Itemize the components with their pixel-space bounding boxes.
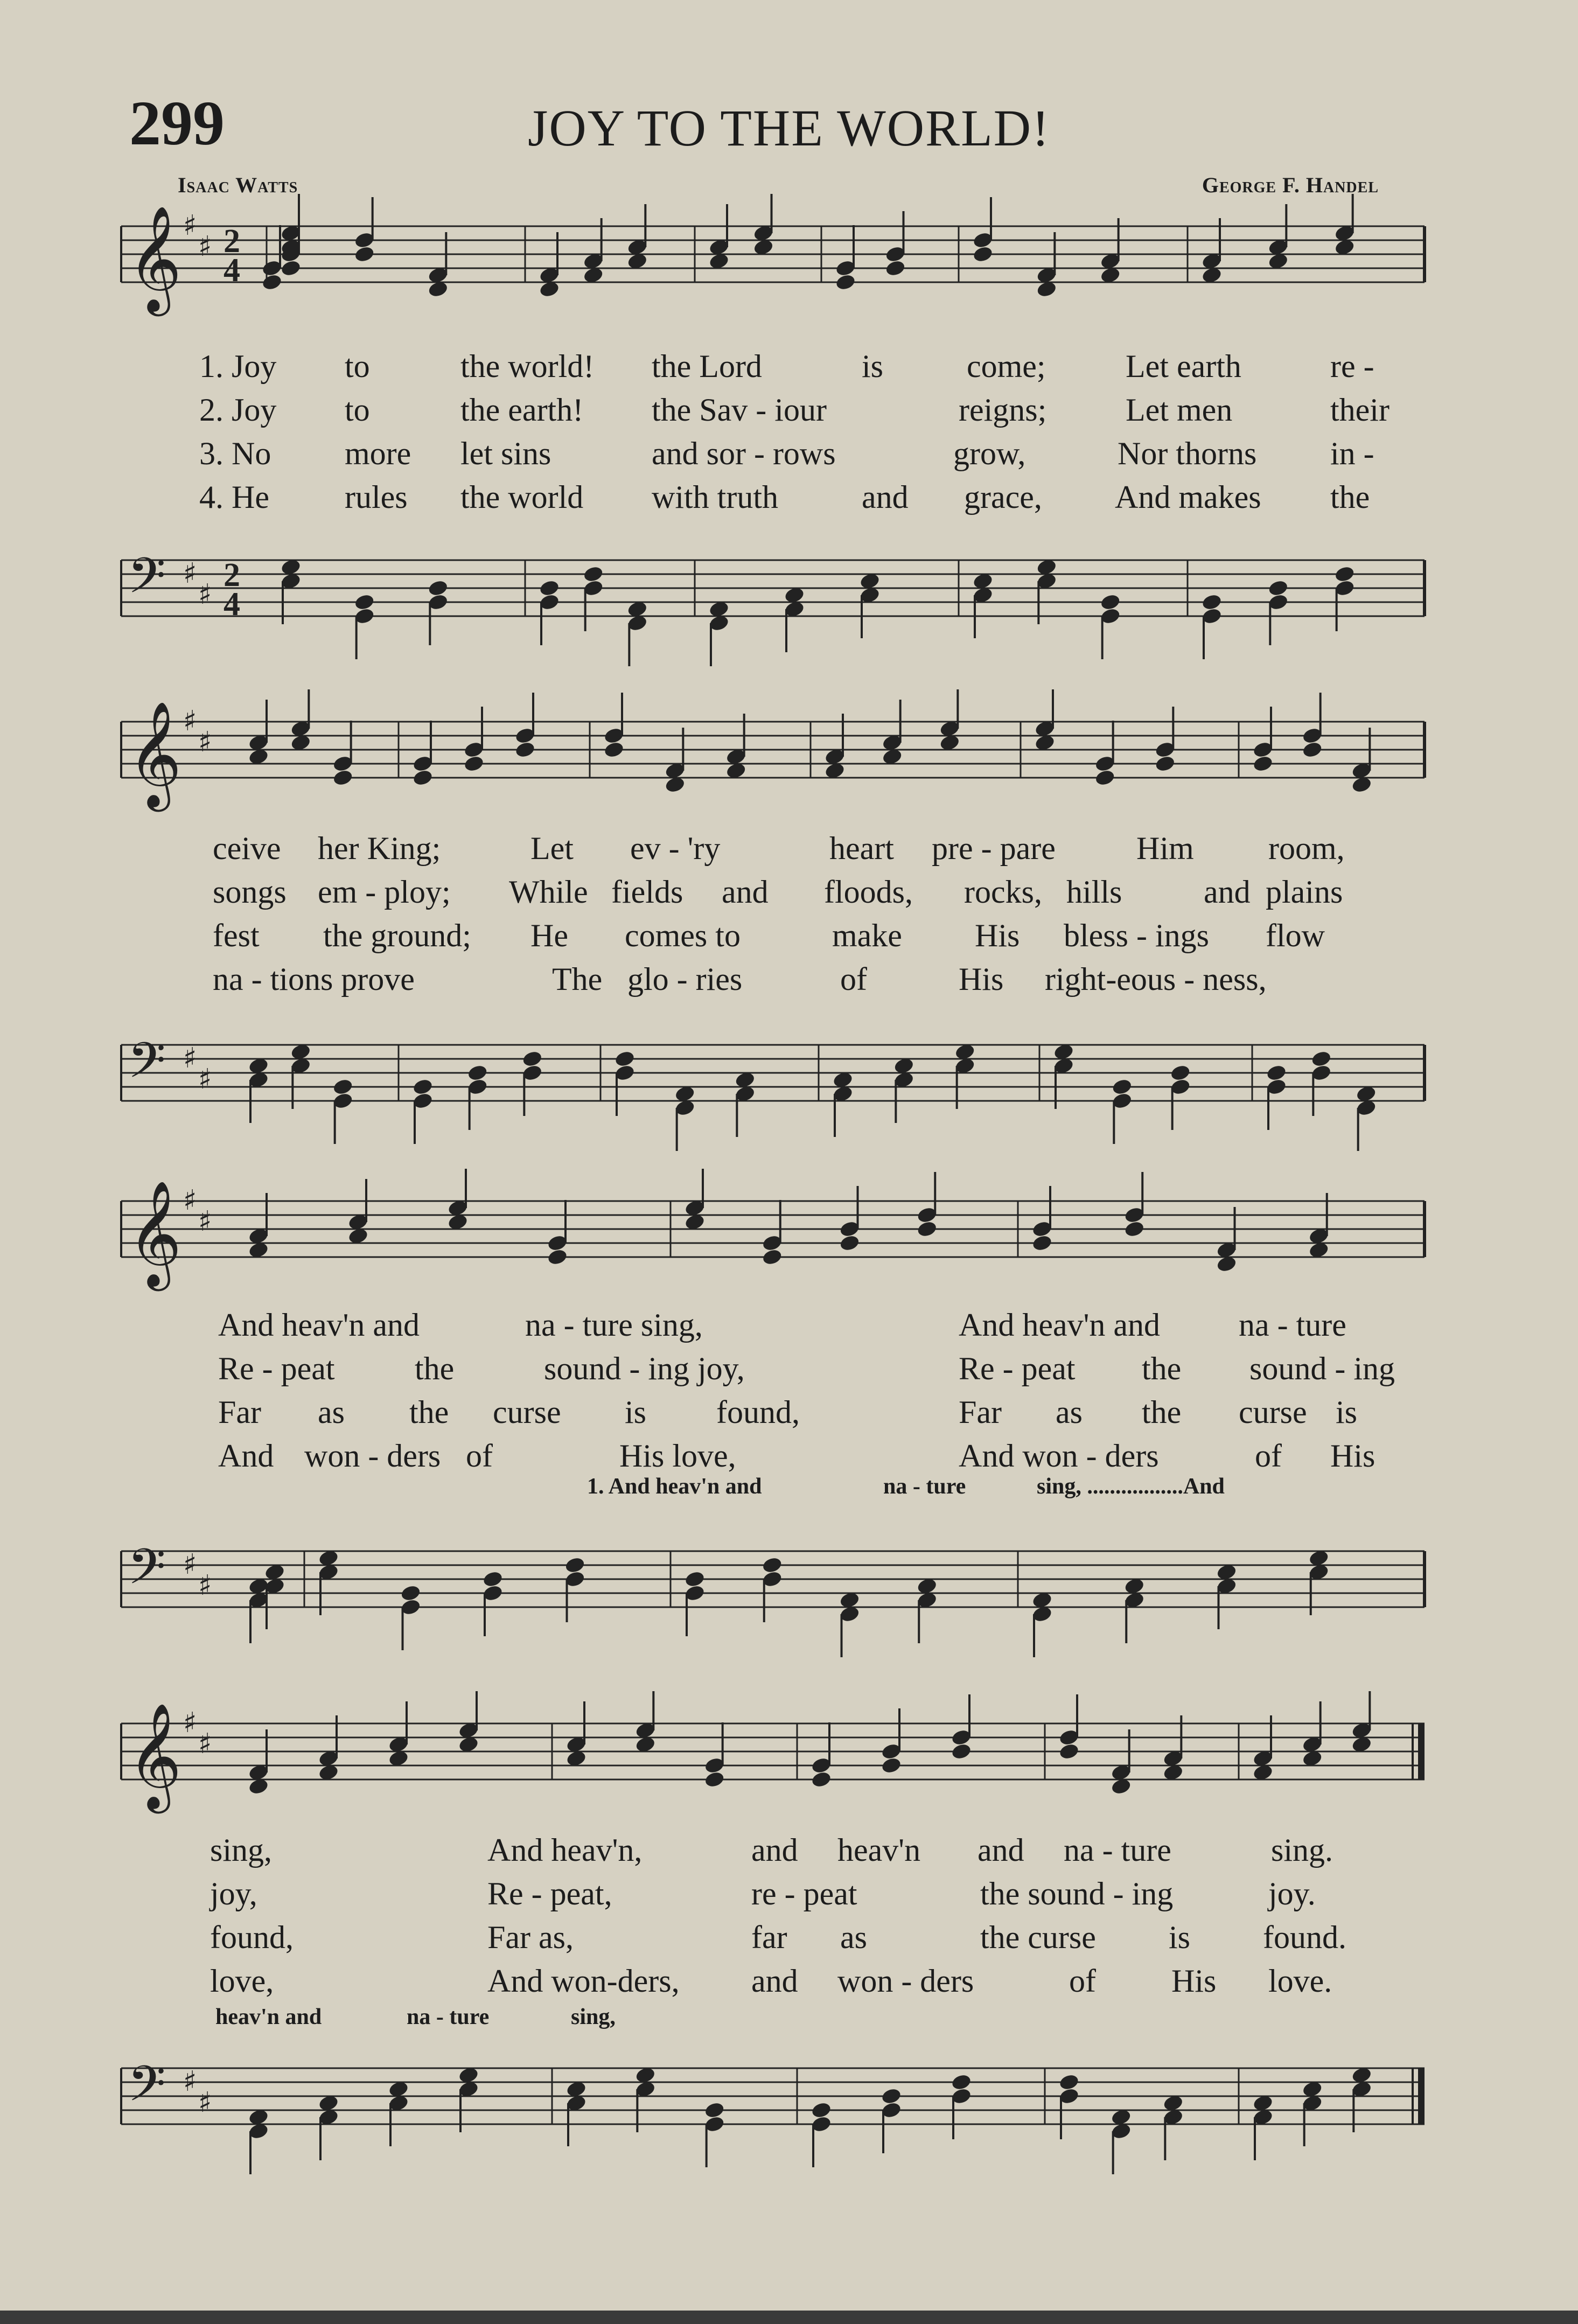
bass-staff-3 bbox=[0, 1519, 1578, 1659]
lyric-syllable: won - ders bbox=[837, 1963, 974, 1999]
lyric-syllable: far bbox=[751, 1920, 787, 1955]
lyric-verse-4 bbox=[0, 1959, 1578, 2002]
lyric-syllable: the Lord bbox=[652, 348, 762, 384]
hymn-header bbox=[0, 0, 1578, 205]
note-head bbox=[280, 259, 302, 277]
alt-lyric-syllable: na - ture bbox=[883, 1474, 966, 1499]
lyric-syllable: He bbox=[530, 918, 568, 953]
lyric-syllable: And makes bbox=[1115, 479, 1261, 515]
lyric-syllable: And heav'n and bbox=[959, 1307, 1161, 1343]
key-sharp-icon: ♯ bbox=[198, 726, 212, 758]
lyric-syllable: reigns; bbox=[959, 392, 1047, 428]
alt-lyric-syllable: sing, .................And bbox=[1037, 1474, 1225, 1499]
note-head bbox=[1302, 741, 1323, 759]
note-head bbox=[811, 1770, 832, 1789]
lyric-syllable: His bbox=[975, 918, 1020, 953]
note-head bbox=[1310, 1050, 1332, 1068]
lyric-syllable: and bbox=[751, 1963, 798, 1999]
treble-staff-3 bbox=[0, 1169, 1578, 1309]
lyric-syllable: is bbox=[625, 1394, 647, 1430]
lyric-verse-1 bbox=[0, 345, 1578, 388]
lyric-verse-1 bbox=[0, 1303, 1578, 1346]
lyric-verse-4 bbox=[0, 1434, 1578, 1477]
lyric-syllable: curse bbox=[1239, 1394, 1307, 1430]
lyric-syllable: the Sav - iour bbox=[652, 392, 827, 428]
note-head bbox=[1094, 769, 1116, 787]
lyric-syllable: found. bbox=[1263, 1920, 1346, 1955]
lyric-syllable: come; bbox=[967, 348, 1046, 384]
lyric-syllable: glo - ries bbox=[627, 961, 743, 997]
final-barline-thick bbox=[1418, 2068, 1425, 2124]
lyric-syllable: the world! bbox=[460, 348, 595, 384]
lyric-syllable: hills bbox=[1066, 874, 1122, 910]
hymn-title: JOY TO THE WORLD! bbox=[528, 99, 1050, 157]
lyric-syllable: Re - peat bbox=[218, 1351, 335, 1386]
lyric-syllable: Far bbox=[959, 1394, 1002, 1430]
lyric-syllable: fest bbox=[213, 918, 260, 953]
lyric-verse-2 bbox=[0, 388, 1578, 431]
lyric-syllable: 2. Joy bbox=[199, 392, 277, 428]
bass-staff-4 bbox=[0, 2036, 1578, 2176]
key-sharp-icon: ♯ bbox=[183, 2065, 197, 2098]
lyric-syllable: Nor thorns bbox=[1118, 436, 1257, 471]
hymn-number: 299 bbox=[129, 88, 225, 158]
note-head bbox=[762, 1556, 783, 1574]
note-head bbox=[916, 1220, 938, 1238]
lyric-verse-1 bbox=[0, 827, 1578, 870]
lyric-syllable: Re - peat, bbox=[487, 1876, 612, 1911]
lyric-syllable: the bbox=[1142, 1394, 1182, 1430]
lyric-syllable: flow bbox=[1266, 918, 1325, 953]
alternate-bass-lyric-4 bbox=[0, 2004, 1578, 2030]
alt-lyric-syllable: 1. And heav'n and bbox=[587, 1474, 762, 1499]
note-head bbox=[614, 1050, 636, 1068]
lyric-syllable: comes to bbox=[625, 918, 741, 953]
lyric-syllable: sound - ing joy, bbox=[544, 1351, 745, 1386]
time-signature-bottom: 4 bbox=[224, 252, 240, 289]
lyric-syllable: the curse bbox=[980, 1920, 1096, 1955]
bass-clef-icon: 𝄢 bbox=[128, 547, 166, 616]
final-barline-thick bbox=[1418, 1723, 1425, 1779]
lyric-syllable: with truth bbox=[652, 479, 778, 515]
lyric-syllable: na - ture bbox=[1239, 1307, 1346, 1343]
note-head bbox=[354, 245, 375, 263]
lyric-syllable: more bbox=[345, 436, 411, 471]
lyric-verse-4 bbox=[0, 958, 1578, 1001]
treble-staff-2 bbox=[0, 689, 1578, 829]
note-head bbox=[354, 593, 375, 611]
note-head bbox=[1170, 1064, 1191, 1082]
note-head bbox=[1201, 593, 1223, 611]
lyric-syllable: His bbox=[959, 961, 1004, 997]
note-head bbox=[704, 2101, 725, 2119]
alt-lyric-syllable: sing, bbox=[571, 2005, 616, 2029]
bass-clef-icon: 𝄢 bbox=[128, 1538, 166, 1607]
key-sharp-icon: ♯ bbox=[183, 210, 197, 242]
lyric-syllable: of bbox=[1069, 1963, 1096, 1999]
lyric-syllable: fields bbox=[611, 874, 683, 910]
lyric-syllable: as bbox=[840, 1920, 867, 1955]
composer-credit: George F. Handel bbox=[1202, 173, 1379, 197]
lyric-syllable: His love, bbox=[619, 1438, 736, 1474]
lyric-syllable: ev - 'ry bbox=[630, 831, 721, 866]
lyric-syllable: as bbox=[318, 1394, 345, 1430]
key-sharp-icon: ♯ bbox=[198, 1205, 212, 1238]
lyric-syllable: re - peat bbox=[751, 1876, 857, 1911]
note-head bbox=[427, 579, 449, 597]
lyric-verse-3 bbox=[0, 1916, 1578, 1959]
lyric-syllable: pre - pare bbox=[932, 831, 1056, 866]
lyric-syllable: and bbox=[1204, 874, 1251, 910]
note-head bbox=[951, 2073, 972, 2091]
lyric-syllable: the bbox=[415, 1351, 455, 1386]
key-sharp-icon: ♯ bbox=[198, 231, 212, 263]
lyric-syllable: and bbox=[751, 1832, 798, 1868]
lyric-syllable: sing, bbox=[210, 1832, 273, 1868]
note-head bbox=[1252, 755, 1274, 773]
lyric-syllable: the bbox=[409, 1394, 449, 1430]
note-head bbox=[1100, 593, 1121, 611]
note-head bbox=[539, 579, 560, 597]
lyric-syllable: let sins bbox=[460, 436, 551, 471]
lyric-syllable: And won-ders, bbox=[487, 1963, 680, 1999]
lyric-syllable: heart bbox=[829, 831, 894, 866]
key-sharp-icon: ♯ bbox=[198, 1569, 212, 1602]
lyric-syllable: songs bbox=[213, 874, 287, 910]
note-head bbox=[463, 755, 485, 773]
note-head bbox=[412, 769, 434, 787]
lyric-syllable: And heav'n and bbox=[218, 1307, 420, 1343]
lyric-verse-2 bbox=[0, 1347, 1578, 1390]
note-head bbox=[881, 1756, 902, 1775]
time-signature-top: 2 bbox=[224, 223, 240, 260]
lyric-syllable: rocks, bbox=[964, 874, 1042, 910]
lyric-syllable: 1. Joy bbox=[199, 348, 277, 384]
note-head bbox=[811, 2101, 832, 2119]
lyric-syllable: found, bbox=[210, 1920, 294, 1955]
note-head bbox=[332, 1078, 354, 1096]
key-sharp-icon: ♯ bbox=[198, 2086, 212, 2119]
lyric-verse-2 bbox=[0, 1872, 1578, 1915]
time-signature-bottom: 4 bbox=[224, 586, 240, 623]
lyric-syllable: rules bbox=[345, 479, 408, 515]
lyric-verse-2 bbox=[0, 870, 1578, 913]
lyric-syllable: bless - ings bbox=[1064, 918, 1209, 953]
note-head bbox=[521, 1050, 543, 1068]
note-head bbox=[684, 1570, 706, 1588]
lyric-syllable: re - bbox=[1330, 348, 1374, 384]
lyric-syllable: His bbox=[1171, 1963, 1217, 1999]
lyric-syllable: the bbox=[1330, 479, 1370, 515]
key-sharp-icon: ♯ bbox=[198, 1063, 212, 1095]
lyric-syllable: love, bbox=[210, 1963, 274, 1999]
note-head bbox=[884, 259, 906, 277]
note-head bbox=[972, 245, 994, 263]
note-head bbox=[1058, 1742, 1080, 1761]
lyric-syllable: Let bbox=[530, 831, 574, 866]
lyric-syllable: Far as, bbox=[487, 1920, 574, 1955]
key-sharp-icon: ♯ bbox=[198, 1728, 212, 1760]
lyric-syllable: room, bbox=[1268, 831, 1345, 866]
bass-staff-1 bbox=[0, 528, 1578, 668]
lyric-verse-3 bbox=[0, 432, 1578, 475]
bass-clef-icon: 𝄢 bbox=[128, 1032, 166, 1101]
lyric-syllable: heav'n bbox=[837, 1832, 921, 1868]
page-edge-shadow bbox=[0, 2311, 1578, 2324]
note-head bbox=[1058, 2073, 1080, 2091]
alternate-bass-lyric-3 bbox=[0, 1473, 1578, 1500]
note-head bbox=[467, 1064, 488, 1082]
lyric-syllable: to bbox=[345, 348, 370, 384]
lyric-syllable: is bbox=[1336, 1394, 1358, 1430]
lyric-syllable: While bbox=[509, 874, 588, 910]
lyric-syllable: of bbox=[840, 961, 867, 997]
lyric-syllable: And bbox=[218, 1438, 274, 1474]
note-head bbox=[835, 273, 856, 291]
note-head bbox=[1123, 1220, 1145, 1238]
note-head bbox=[1031, 1234, 1053, 1252]
lyric-syllable: Him bbox=[1136, 831, 1194, 866]
lyric-syllable: and bbox=[722, 874, 769, 910]
bass-clef-icon: 𝄢 bbox=[128, 2055, 166, 2124]
note-head bbox=[762, 1248, 783, 1266]
lyric-syllable: of bbox=[1255, 1438, 1282, 1474]
lyric-syllable: sound - ing bbox=[1249, 1351, 1395, 1386]
lyric-syllable: love. bbox=[1268, 1963, 1332, 1999]
lyric-syllable: to bbox=[345, 392, 370, 428]
note-head bbox=[1334, 565, 1356, 583]
treble-clef-icon: 𝄞 bbox=[128, 1180, 182, 1287]
lyric-syllable: won - ders bbox=[304, 1438, 441, 1474]
lyric-syllable: His bbox=[1330, 1438, 1375, 1474]
lyric-syllable: the earth! bbox=[460, 392, 584, 428]
treble-staff-1 bbox=[0, 194, 1578, 334]
note-head bbox=[583, 565, 604, 583]
treble-clef-icon: 𝄞 bbox=[128, 701, 182, 807]
note-head bbox=[704, 1770, 725, 1789]
lyric-syllable: sing. bbox=[1271, 1832, 1333, 1868]
lyric-syllable: And won - ders bbox=[959, 1438, 1159, 1474]
lyric-syllable: joy. bbox=[1268, 1876, 1316, 1911]
lyric-syllable: em - ploy; bbox=[318, 874, 451, 910]
lyric-syllable: Let earth bbox=[1126, 348, 1241, 384]
lyric-syllable: ceive bbox=[213, 831, 281, 866]
lyric-syllable: found, bbox=[716, 1394, 800, 1430]
alt-lyric-syllable: heav'n and bbox=[215, 2005, 322, 2029]
lyric-verse-1 bbox=[0, 1829, 1578, 1872]
note-head bbox=[1154, 755, 1176, 773]
key-sharp-icon: ♯ bbox=[183, 1042, 197, 1074]
lyric-syllable: floods, bbox=[824, 874, 913, 910]
lyric-syllable: her King; bbox=[318, 831, 441, 866]
note-head bbox=[412, 1078, 434, 1096]
lyric-syllable: make bbox=[832, 918, 902, 953]
lyric-syllable: na - ture bbox=[1064, 1832, 1171, 1868]
note-head bbox=[951, 1742, 972, 1761]
treble-clef-icon: 𝄞 bbox=[128, 205, 182, 312]
lyric-syllable: 4. He bbox=[199, 479, 269, 515]
lyric-syllable: Far bbox=[218, 1394, 261, 1430]
lyric-syllable: the world bbox=[460, 479, 584, 515]
note-head bbox=[603, 741, 625, 759]
key-sharp-icon: ♯ bbox=[183, 557, 197, 590]
lyric-syllable: is bbox=[1169, 1920, 1191, 1955]
bass-staff-2 bbox=[0, 1013, 1578, 1153]
author-credit: Isaac Watts bbox=[178, 173, 298, 197]
note-head bbox=[564, 1556, 585, 1574]
lyric-syllable: Re - peat bbox=[959, 1351, 1076, 1386]
lyric-syllable: curse bbox=[493, 1394, 561, 1430]
treble-staff-4 bbox=[0, 1691, 1578, 1831]
key-sharp-icon: ♯ bbox=[183, 1184, 197, 1217]
lyric-syllable: And heav'n, bbox=[487, 1832, 643, 1868]
note-head bbox=[1267, 579, 1289, 597]
lyric-syllable: grace, bbox=[964, 479, 1042, 515]
note-head bbox=[1266, 1064, 1287, 1082]
alt-lyric-syllable: na - ture bbox=[407, 2005, 490, 2029]
note-head bbox=[261, 273, 283, 291]
note-head bbox=[400, 1584, 421, 1602]
note-head bbox=[839, 1234, 860, 1252]
note-head bbox=[514, 741, 536, 759]
key-sharp-icon: ♯ bbox=[198, 578, 212, 611]
lyric-syllable: is bbox=[862, 348, 884, 384]
key-sharp-icon: ♯ bbox=[183, 1707, 197, 1739]
time-signature-top: 2 bbox=[224, 557, 240, 594]
lyric-syllable: the ground; bbox=[323, 918, 471, 953]
lyric-verse-3 bbox=[0, 1391, 1578, 1434]
lyric-syllable: 3. No bbox=[199, 436, 271, 471]
lyric-syllable: and bbox=[862, 479, 909, 515]
lyric-syllable: as bbox=[1056, 1394, 1083, 1430]
lyric-syllable: in - bbox=[1330, 436, 1374, 471]
lyric-syllable: and bbox=[977, 1832, 1024, 1868]
lyric-syllable: plains bbox=[1266, 874, 1343, 910]
lyric-verse-3 bbox=[0, 914, 1578, 957]
lyric-syllable: joy, bbox=[210, 1876, 257, 1911]
lyric-syllable: the bbox=[1142, 1351, 1182, 1386]
note-head bbox=[881, 2087, 902, 2105]
lyric-syllable: of bbox=[466, 1438, 493, 1474]
lyric-syllable: na - tions prove bbox=[213, 961, 415, 997]
lyric-syllable: grow, bbox=[953, 436, 1026, 471]
lyric-syllable: right-eous - ness, bbox=[1045, 961, 1267, 997]
note-head bbox=[547, 1248, 568, 1266]
note-head bbox=[1111, 1078, 1133, 1096]
lyric-syllable: Let men bbox=[1126, 392, 1233, 428]
lyric-syllable: their bbox=[1330, 392, 1390, 428]
lyric-syllable: the sound - ing bbox=[980, 1876, 1174, 1911]
lyric-syllable: The bbox=[552, 961, 603, 997]
key-sharp-icon: ♯ bbox=[183, 1548, 197, 1581]
lyric-syllable: na - ture sing, bbox=[525, 1307, 703, 1343]
lyric-syllable: and sor - rows bbox=[652, 436, 836, 471]
lyric-verse-4 bbox=[0, 476, 1578, 519]
key-sharp-icon: ♯ bbox=[183, 705, 197, 737]
treble-clef-icon: 𝄞 bbox=[128, 1702, 182, 1809]
note-head bbox=[332, 769, 354, 787]
note-head bbox=[482, 1570, 504, 1588]
